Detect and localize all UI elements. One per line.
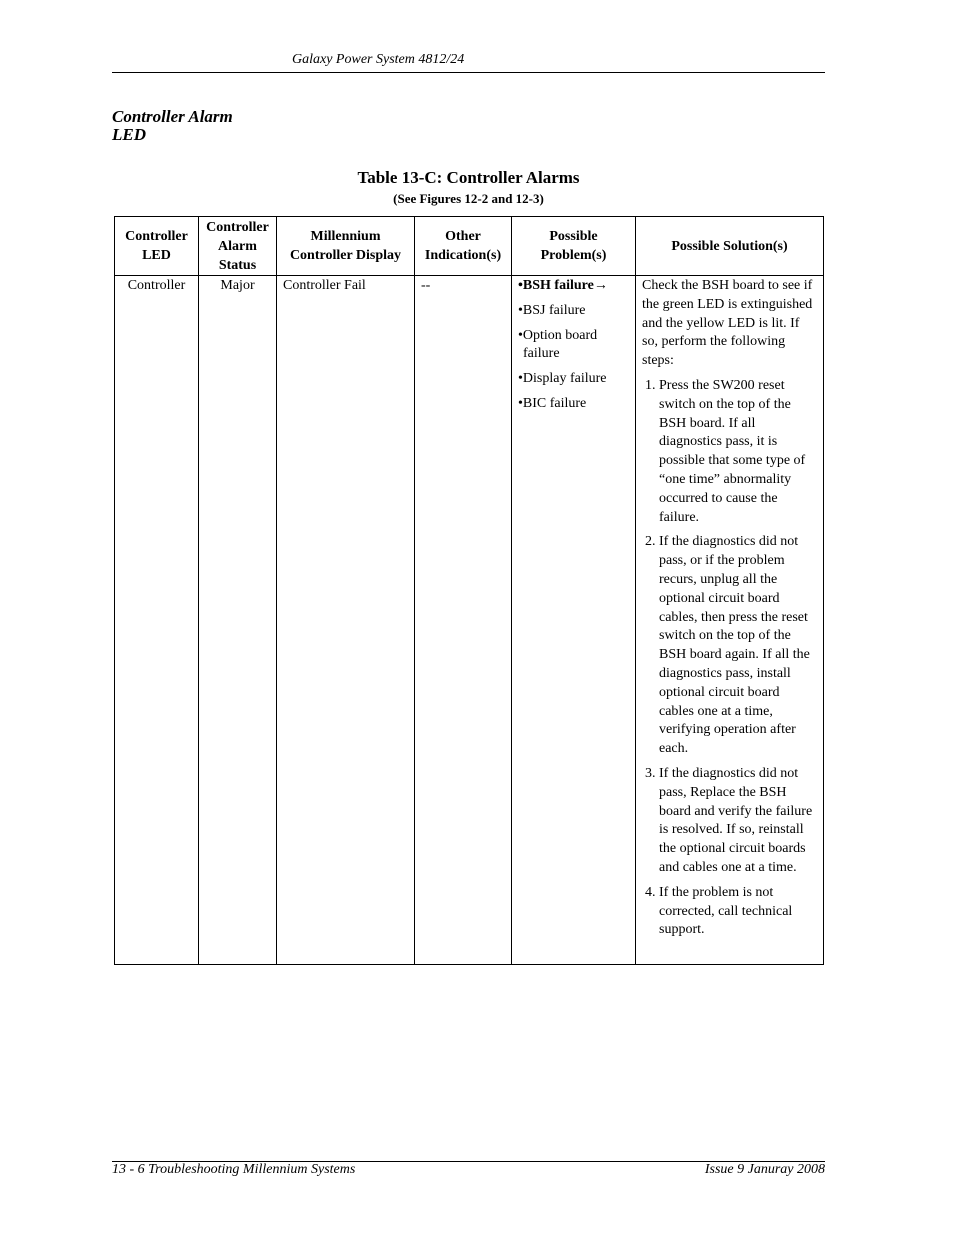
cell-possible-problems — [512, 276, 636, 965]
solution-steps-list — [642, 377, 817, 940]
table-row — [115, 276, 824, 965]
problem-item: •BIC failure — [518, 395, 587, 411]
solution-step: 2. If the diagnostics did not pass, or if the problem recurs, unplug all the optional circuit board cables, then press the reset switch on the top of the BSH board again. If all the diagnostics pass, install optional circuit board cables one at a time, verifying operation after each. — [659, 533, 817, 759]
cell-possible-solutions — [636, 276, 824, 965]
section-heading-line2: LED — [112, 125, 146, 144]
header-rule — [112, 72, 825, 73]
problem-item: •Display failure — [518, 371, 607, 387]
section-heading-line1: Controller Alarm — [112, 107, 233, 126]
solution-step: 1. Press the SW200 reset switch on the top of the BSH board. If all diagnostics pass, it is possible that some type of “one time” abnormality occurred to cause the failure. — [659, 377, 817, 527]
problem-item: •BSJ failure — [518, 302, 586, 318]
header-other-indications: Other Indication(s) — [415, 217, 512, 276]
header-possible-problems: Possible Problem(s) — [512, 217, 636, 276]
solution-step: 3. If the diagnostics did not pass, Replace the BSH board and verify the failure is resolved. If so, reinstall the optional circuit boards and cables one at a time. — [659, 765, 817, 878]
cell-controller-display: Controller Fail — [277, 276, 415, 965]
cell-controller-led: Controller — [115, 276, 199, 965]
footer-issue-date: Issue 9 Januray 2008 — [704, 1162, 825, 1177]
header-alarm-status: Controller Alarm Status — [199, 217, 277, 276]
solution-step: 4. If the problem is not corrected, call technical support. — [659, 884, 817, 940]
cell-alarm-status: Major — [199, 276, 277, 965]
header-controller-led: Controller LED — [115, 217, 199, 276]
header-possible-solutions: Possible Solution(s) — [636, 217, 824, 276]
cell-other-indications: -- — [415, 276, 512, 965]
running-header-title: Galaxy Power System 4812/24 — [292, 52, 465, 67]
table-caption: Table 13-C: Controller Alarms — [357, 168, 580, 187]
problem-item: •Option board failure — [518, 327, 598, 362]
header-controller-display: Millennium Controller Display — [277, 217, 415, 276]
footer-page-label: 13 - 6 Troubleshooting Millennium Systems — [112, 1162, 356, 1177]
table-header-row — [115, 217, 824, 276]
problem-item: •BSH failure→ — [518, 278, 608, 293]
controller-alarms-table — [114, 216, 824, 965]
section-heading — [112, 108, 312, 144]
solution-intro: Check the BSH board to see if the green LED is extinguished and the yellow LED is lit. If so, perform the following steps: — [642, 278, 813, 369]
table-subcaption: (See Figures 12-2 and 12-3) — [393, 191, 544, 206]
